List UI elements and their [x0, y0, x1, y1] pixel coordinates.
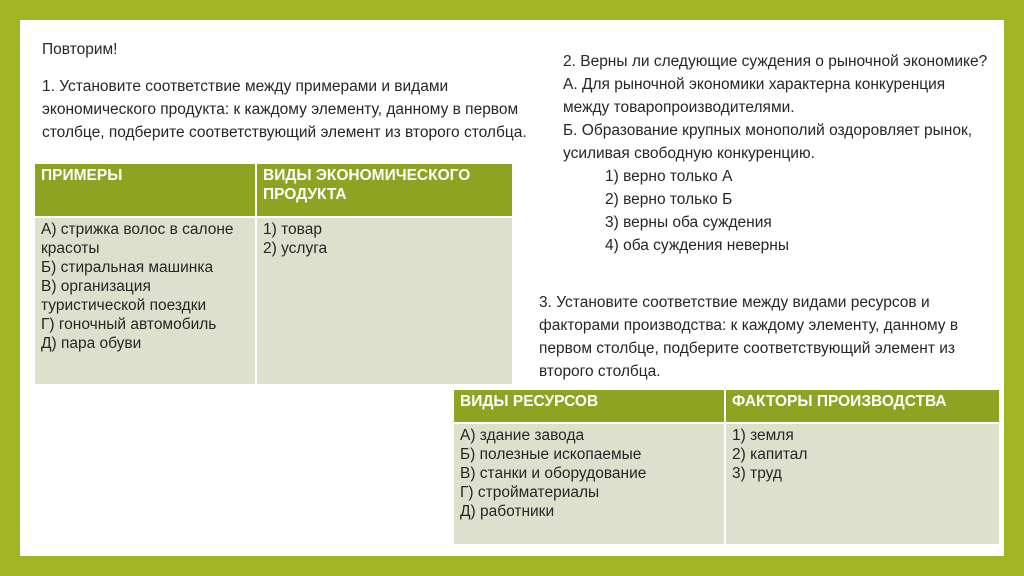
slide [20, 20, 1004, 556]
list-item: 1) земля [732, 427, 794, 444]
list-item: В) станки и оборудование [460, 465, 647, 482]
answer-option: 2) верно только Б [605, 191, 733, 208]
table-3-resources-cell [453, 423, 725, 545]
table-3-factors-cell [725, 423, 1000, 545]
answer-option: 4) оба суждения неверны [605, 237, 789, 254]
list-item: А) стрижка волос в салоне красоты [41, 221, 234, 257]
question-1-text: 1. Установите соответствие между примерами и видами экономического продукта: к каждому элементу, данному в первом столбце, подберите соответствующий элемент из второго столбца. [42, 78, 527, 141]
statement-a: А. Для рыночной экономики характерна конкуренция между товаропроизводителями. [563, 76, 946, 116]
list-item: А) здание завода [460, 427, 585, 444]
list-item: Д) работники [460, 503, 555, 520]
table-1-header-product-types: ВИДЫ ЭКОНОМИЧЕСКОГО ПРОДУКТА [256, 163, 513, 217]
table-1 [33, 162, 514, 386]
question-3-text: 3. Установите соответствие между видами ресурсов и факторами производства: к каждому элементу, данному в первом столбце, подберите соответствующий элемент из второго столбца. [539, 294, 959, 380]
table-3 [452, 388, 1001, 546]
table-3-header-factors: ФАКТОРЫ ПРОИЗВОДСТВА [725, 389, 1000, 423]
list-item: 2) капитал [732, 446, 808, 463]
list-item: Б) стиральная машинка [41, 259, 214, 276]
answer-option: 1) верно только А [605, 168, 733, 185]
question-2-title: 2. Верны ли следующие суждения о рыночной экономике? [563, 53, 988, 70]
table-1-product-types-cell [256, 217, 513, 385]
answer-option: 3) верны оба суждения [605, 214, 772, 231]
list-item: 3) труд [732, 465, 782, 482]
question-2 [563, 50, 993, 257]
list-item: В) организация туристической поездки [41, 278, 207, 314]
table-3-header-resources: ВИДЫ РЕСУРСОВ [453, 389, 725, 423]
list-item: Б) полезные ископаемые [460, 446, 642, 463]
statement-b: Б. Образование крупных монополий оздоровляет рынок, усиливая свободную конкуренцию. [563, 122, 973, 162]
table-1-examples-cell [34, 217, 256, 385]
list-item: Г) стройматериалы [460, 484, 600, 501]
list-item: Д) пара обуви [41, 335, 142, 352]
slide-heading: Повторим! [42, 41, 118, 58]
list-item: 2) услуга [263, 240, 328, 257]
list-item: Г) гоночный автомобиль [41, 316, 217, 333]
list-item: 1) товар [263, 221, 322, 238]
table-1-header-examples: ПРИМЕРЫ [34, 163, 256, 217]
